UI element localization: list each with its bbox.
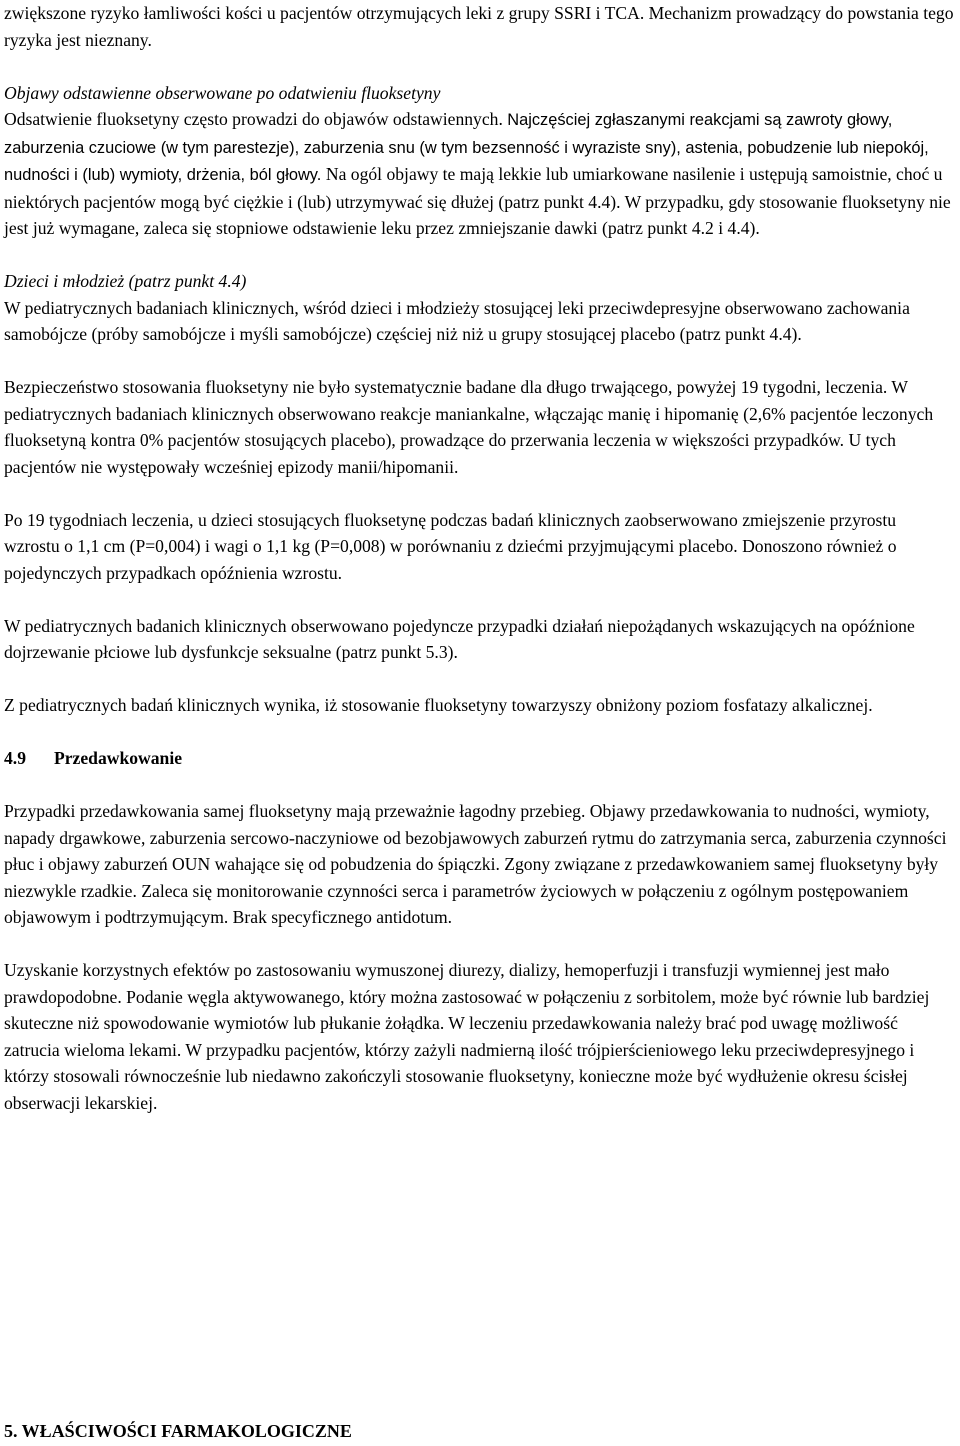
paragraph-withdrawal xyxy=(4,106,956,242)
section-4-9-number: 4.9 xyxy=(4,748,26,768)
paragraph-children-suicidal: W pediatrycznych badaniach klinicznych, wśród dzieci i młodzieży stosującej leki przeciwdepresyjne obserwowano zachowania samobójcze (próby samobójcze i myśli samobójcze) częściej niż niż u grupy stosującej placebo (patrz punkt 4.4). xyxy=(4,297,910,344)
withdrawal-text-symptoms: Najczęściej zgłaszanymi reakcjami są zawroty głowy, zaburzenia czuciowe (w tym parestezje), zaburzenia snu (w tym bezsenność i wyraziste sny), astenia, pobudzenie lub niepokój, nudności i (lub) wymioty, drżenia, ból głowy. xyxy=(4,111,929,184)
paragraph-children-phosphatase: Z pediatrycznych badań klinicznych wynika, iż stosowanie fluoksetyny towarzyszy obniżony poziom fosfatazy alkalicznej. xyxy=(4,695,873,715)
section-5-heading: 5. WŁAŚCIWOŚCI FARMAKOLOGICZNE xyxy=(4,1421,352,1441)
document-page xyxy=(4,0,956,1116)
withdrawal-text-course: Na ogól objawy te mają lekkie lub umiarkowane nasilenie i ustępują samoistnie, choć u niektórych pacjentów mogą być ciężkie i (lub) utrzymywać się dłużej (patrz punkt 4.4). W przypadku, gdy stosowanie fluoksetyny nie jest już wymagane, zaleca się stopniowe odstawienie leku przez zmniejszanie dawki (patrz punkt 4.2 i 4.4). xyxy=(4,164,951,238)
paragraph-children-growth: Po 19 tygodniach leczenia, u dzieci stosujących fluoksetynę podczas badań klinicznych zaobserwowano zmiejszenie przyrostu wzrostu o 1,1 cm (P=0,004) i wagi o 1,1 kg (P=0,008) w porównaniu z dziećmi przyjmującymi placebo. Donoszono również o pojedynczych przypadkach opóźnienia wzrostu. xyxy=(4,509,897,583)
section-4-9-title: Przedawkowanie xyxy=(54,748,183,768)
section-4-9-heading xyxy=(4,745,956,772)
paragraph-fracture-risk: zwiększone ryzyko łamliwości kości u pacjentów otrzymujących leki z grupy SSRI i TCA. Mechanizm prowadzący do powstania tego ryzyka jest nieznany. xyxy=(4,3,954,50)
paragraph-children-puberty: W pediatrycznych badanich klinicznych obserwowano pojedyncze przypadki działań niepożądanych wskazujących na opóźnione dojrzewanie płciowe lub dysfunkcje seksualne (patrz punkt 5.3). xyxy=(4,615,915,662)
withdrawal-text-intro: Odsatwienie fluoksetyny często prowadzi do objawów odstawiennych. xyxy=(4,109,508,129)
paragraph-overdose-symptoms: Przypadki przedawkowania samej fluoksetyny mają przeważnie łagodny przebieg. Objawy przedawkowania to nudności, wymioty, napady drgawkowe, zaburzenia sercowo-naczyniowe od bezobjawowych zaburzeń rytmu do zatrzymania serca, zaburzenia czynności płuc i objawy zaburzeń OUN wahające się od pobudzenia do śpiączki. Zgony związane z przedawkowaniem samej fluoksetyny były niezwykle rzadkie. Zaleca się monitorowanie czynności serca i parametrów życiowych w połączeniu z ogólnym postępowaniem objawowym i podtrzymującym. Brak specyficznego antidotum. xyxy=(4,801,947,927)
children-subheading: Dzieci i młodzież (patrz punkt 4.4) xyxy=(4,271,247,291)
withdrawal-subheading: Objawy odstawienne obserwowane po odatwieniu fluoksetyny xyxy=(4,82,441,103)
paragraph-children-mania: Bezpieczeństwo stosowania fluoksetyny nie było systematycznie badane dla długo trwającego, powyżej 19 tygodni, leczenia. W pediatrycznych badaniach klinicznych obserwowano reakcje maniankalne, włączając manię i hipomanię (2,6% pacjentóe leczonych fluoksetyną kontra 0% pacjentów stosujących placebo), prowadzące do przerwania leczenia w większości przypadków. U tych pacjentów nie występowały wcześniej epizody manii/hipomanii. xyxy=(4,377,934,477)
paragraph-overdose-treatment: Uzyskanie korzystnych efektów po zastosowaniu wymuszonej diurezy, dializy, hemoperfuzji i transfuzji wymiennej jest mało prawdopodobne. Podanie węgla aktywowanego, który można zastosować w połączeniu z sorbitolem, może być równie lub bardziej skuteczne niż spowodowanie wymiotów lub płukanie żołądka. W leczeniu przedawkowania należy brać pod uwagę możliwość zatrucia wieloma lekami. W przypadku pacjentów, którzy zażyli nadmierną ilość trójpierścieniowego leku przeciwdepresyjnego i którzy stosowali równocześnie lub niedawno zakończyli stosowanie fluoksetyny, konieczne może być wydłużenie okresu ścisłej obserwacji lekarskiej. xyxy=(4,960,930,1113)
